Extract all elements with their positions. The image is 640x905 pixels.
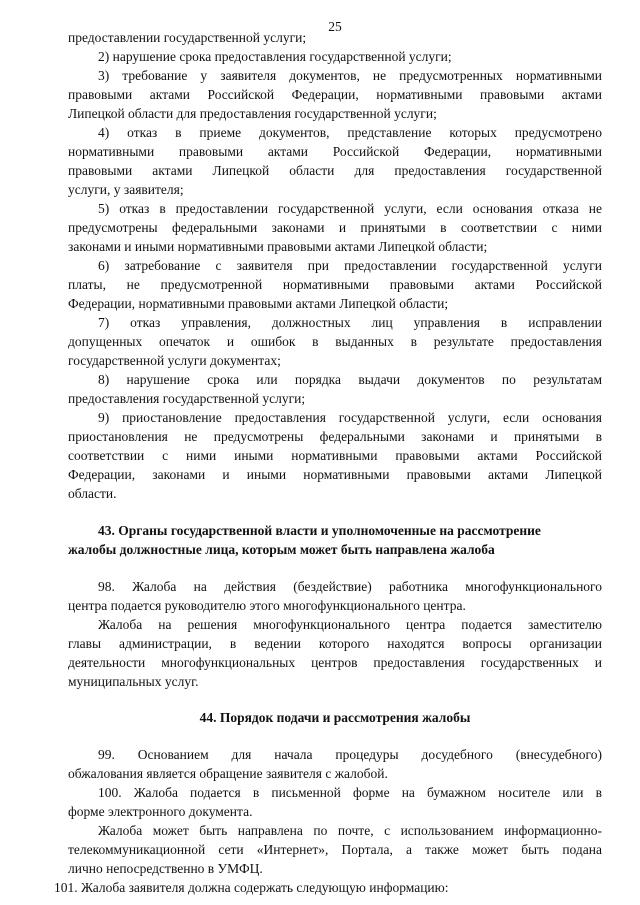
text-line: 99. Основанием для начала процедуры досудебного (внесудебного) (98, 747, 602, 762)
text-line: приостановления не предусмотрены федеральными законами и принятыми в (68, 429, 602, 444)
text-line: области. (68, 486, 117, 501)
section-heading-line: 43. Органы государственной власти и уполномоченные на рассмотрение (98, 523, 541, 538)
text-line: соответствии с ними иными нормативными правовыми актами Российской (68, 448, 602, 463)
text-line: обжалования является обращение заявителя с жалобой. (68, 766, 388, 781)
text-line: главы администрации, в ведении которого находятся вопросы организации (68, 636, 602, 651)
text-line: лично непосредственно в УМФЦ. (68, 861, 263, 876)
text-line: 101. Жалоба заявителя должна содержать следующую информацию: (54, 880, 449, 895)
text-line: муниципальных услуг. (68, 674, 199, 689)
page-number: 25 (328, 19, 342, 34)
text-line: 2) нарушение срока предоставления государственной услуги; (98, 49, 452, 64)
text-line: 3) требование у заявителя документов, не предусмотренных нормативными (98, 68, 602, 83)
text-line: правовыми актами Российской Федерации, нормативными правовыми актами (68, 87, 602, 102)
text-line: 4) отказ в приеме документов, представление которых предусмотрено (98, 125, 602, 140)
text-line: государственной услуги документах; (68, 353, 281, 368)
text-line: правовыми актами Липецкой области для предоставления государственной (68, 163, 602, 178)
text-line: предусмотрены федеральными законами и принятыми в соответствии с ними (68, 220, 602, 235)
text-line: платы, не предусмотренной нормативными правовыми актами Российской (68, 277, 602, 292)
text-line: форме электронного документа. (68, 804, 253, 819)
text-line: деятельности многофункциональных центров предоставления государственных и (68, 655, 602, 670)
text-line: 8) нарушение срока или порядка выдачи документов по результатам (98, 372, 602, 387)
text-line: 100. Жалоба подается в письменной форме на бумажном носителе или в (98, 785, 602, 800)
text-line: допущенных опечаток и ошибок в выданных в результате предоставления (68, 334, 602, 349)
text-line: Федерации, нормативными правовыми актами Липецкой области; (68, 296, 449, 311)
text-line: 5) отказ в предоставлении государственной услуги, если основания отказа не (98, 201, 602, 216)
text-line: услуги, у заявителя; (68, 182, 184, 197)
text-line: Липецкой области для предоставления государственной услуги; (68, 106, 437, 121)
section-heading-line: жалобы должностные лица, которым может быть направлена жалоба (68, 542, 495, 557)
text-line: нормативными правовыми актами Российской Федерации, нормативными (68, 144, 602, 159)
text-line: 7) отказ управления, должностных лиц управления в исправлении (98, 315, 602, 330)
text-line: законами и иными нормативными правовыми актами Липецкой области; (68, 239, 488, 254)
text-line: центра подается руководителю этого многофункционального центра. (68, 598, 466, 613)
text-line: предоставления государственной услуги; (68, 391, 306, 406)
text-line: Федерации, законами и иными нормативными правовыми актами Липецкой (68, 467, 602, 482)
text-line: Жалоба может быть направлена по почте, с использованием информационно- (98, 823, 602, 838)
section-heading-line: 44. Порядок подачи и рассмотрения жалобы (199, 710, 471, 725)
text-line: телекоммуникационной сети «Интернет», Портала, а также может быть подана (68, 842, 602, 857)
text-line: 6) затребование с заявителя при предоставлении государственной услуги (98, 258, 602, 273)
text-line: предоставлении государственной услуги; (68, 30, 307, 45)
text-line: Жалоба на решения многофункционального центра подается заместителю (98, 617, 602, 632)
text-line: 98. Жалоба на действия (бездействие) работника многофункционального (98, 579, 602, 594)
text-line: 9) приостановление предоставления государственной услуги, если основания (98, 410, 602, 425)
